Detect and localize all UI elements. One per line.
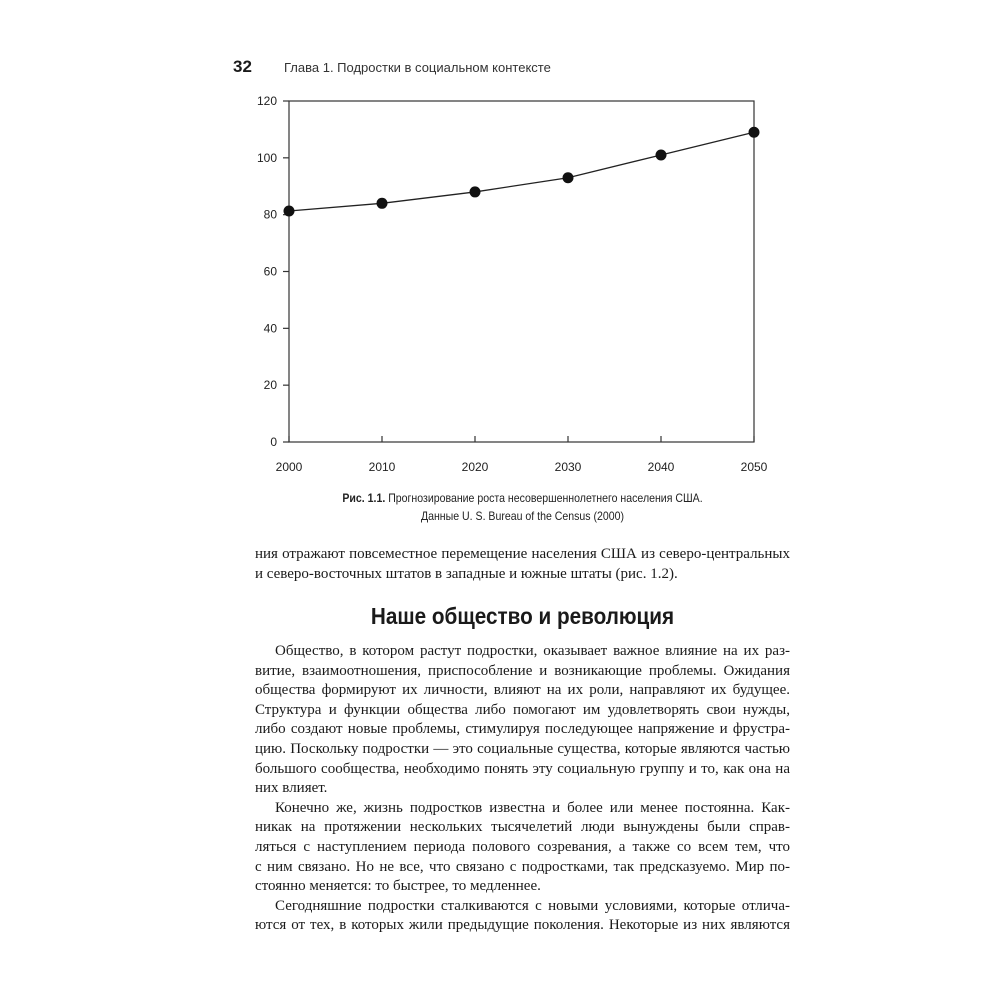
text-line: Общество, в котором растут подростки, оказывает важное влияние на их раз- (275, 643, 790, 659)
y-tick-label: 0 (270, 435, 277, 449)
text-line: ляться с наступлением периода полового созревания, а также со всем тем, что (255, 838, 790, 855)
data-point (749, 127, 760, 138)
series-line (289, 132, 754, 211)
y-tick-label: 20 (263, 378, 277, 393)
data-point (377, 198, 388, 209)
y-tick-label: 40 (263, 321, 277, 336)
text-line: Структура и функции общества либо помогают им удовлетворять свои нужды, (255, 701, 790, 718)
data-point (656, 149, 667, 160)
text-line: с ним связано. Но не все, что связано с подростками, так предсказуемо. Мир по- (255, 858, 790, 875)
text-line: цию. Поскольку подростки — это социальные существа, которые являются частью (255, 740, 790, 757)
section-heading: Наше общество и революция (370, 603, 675, 629)
text-line: общества формируют их личности, влияют на их роли, направляют их будущее. (255, 682, 790, 699)
y-tick-label: 60 (263, 264, 277, 279)
text-line: и северо-восточных штатов в западные и южные штаты (рис. 1.2). (255, 565, 678, 582)
y-tick-label: 80 (263, 207, 277, 222)
x-tick-label: 2010 (368, 460, 396, 474)
text-line: Сегодняшние подростки сталкиваются с новыми условиями, которые отлича- (275, 897, 790, 914)
text-line: стоянно меняется: то быстрее, то медленнее. (255, 878, 541, 895)
x-tick-label: 2000 (275, 460, 303, 474)
text-line: них влияет. (255, 780, 328, 797)
x-tick-label: 2020 (461, 460, 489, 474)
caption-label: Рис. 1.1. (342, 491, 386, 505)
page-number: 32 (233, 57, 252, 76)
paragraph-2 (255, 642, 790, 936)
figure-caption (283, 489, 763, 525)
x-tick-label: 2050 (740, 460, 768, 474)
x-tick-label: 2040 (647, 460, 675, 474)
y-tick-label: 100 (256, 150, 277, 165)
caption-text: Прогнозирование роста несовершеннолетнего населения США. (388, 491, 703, 505)
x-tick-label: 2030 (554, 460, 582, 474)
text-line: ются от тех, в которых жили предыдущие поколения. Некоторые из них являются (255, 917, 790, 934)
text-line: витие, взаимоотношения, приспособление и возникающие проблемы. Ожидания (255, 662, 790, 679)
text-line: либо создают новые проблемы, стимулируя последующее напряжение и фрустра- (255, 721, 790, 738)
y-tick-label: 120 (256, 94, 277, 108)
data-point (284, 205, 295, 216)
caption-source: Данные U. S. Bureau of the Census (2000) (420, 509, 625, 523)
data-point (470, 186, 481, 197)
text-line: ния отражают повсеместное перемещение населения США из северо-центральных (255, 546, 790, 562)
text-line: большого сообщества, необходимо понять эту социальную группу и то, как она на (255, 760, 790, 777)
text-line: никак на протяжении нескольких тысячелетий люди вынуждены были справ- (255, 819, 790, 836)
text-line: Конечно же, жизнь подростков известна и более или менее постоянна. Как- (275, 799, 790, 816)
paragraph-1 (255, 545, 790, 584)
data-point (563, 172, 574, 183)
plot-frame (289, 101, 754, 442)
population-chart (0, 0, 1000, 480)
running-title: Глава 1. Подростки в социальном контексте (284, 60, 551, 75)
